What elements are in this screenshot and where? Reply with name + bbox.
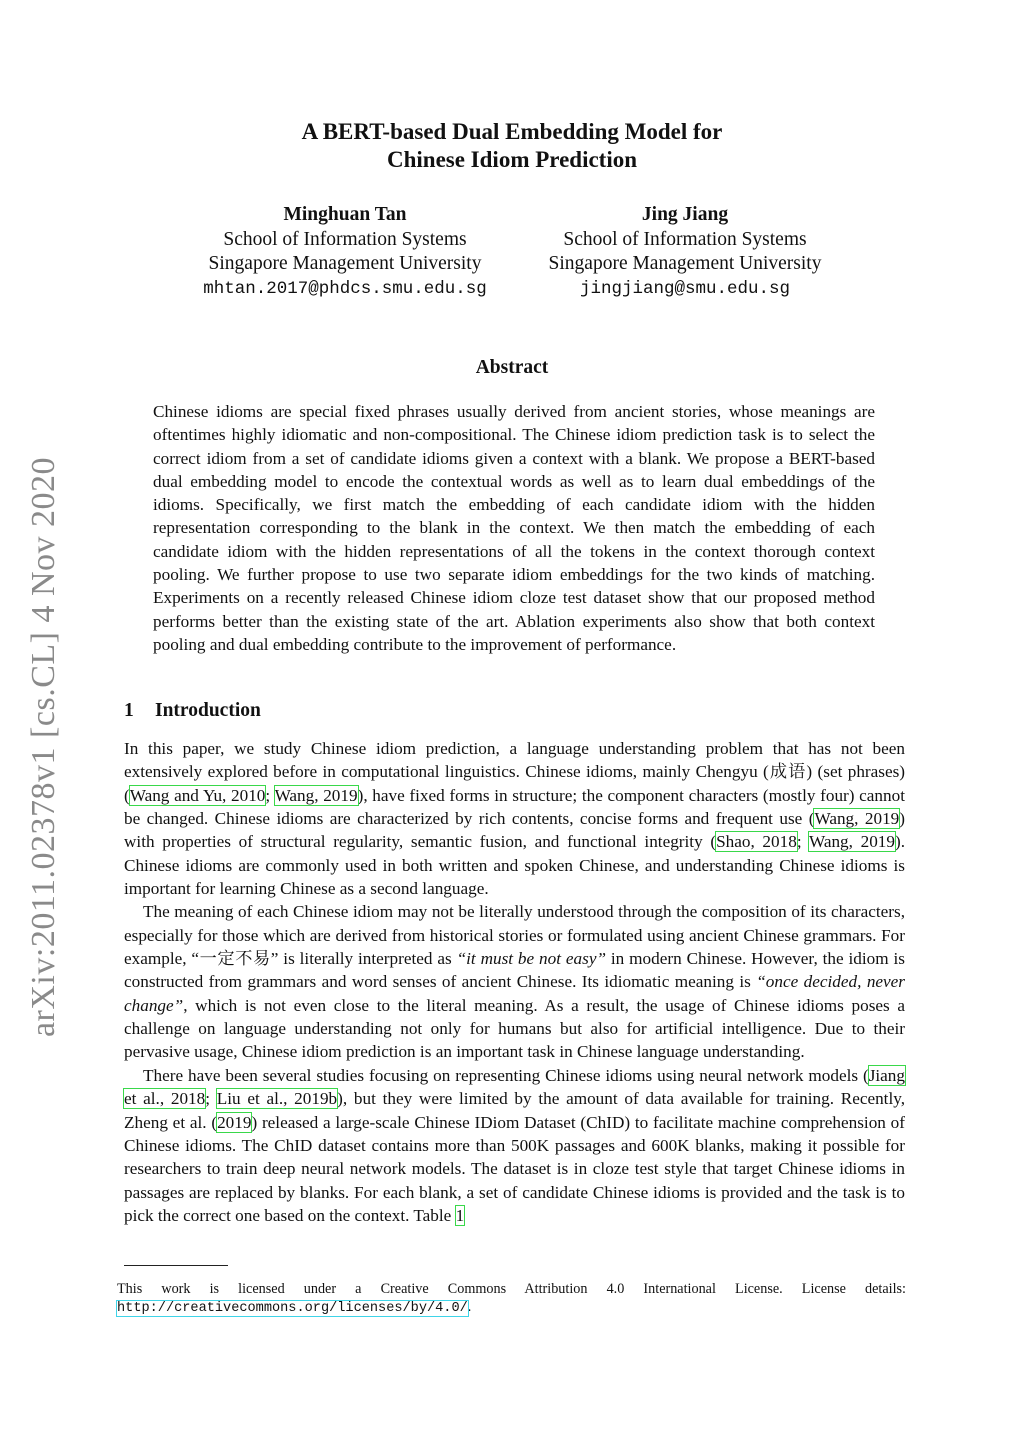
- footnote-rule: [124, 1265, 228, 1266]
- citation-link[interactable]: 2019: [217, 1112, 252, 1132]
- citation-link[interactable]: Wang, 2019: [274, 785, 358, 805]
- citation-link[interactable]: Wang and Yu, 2010: [129, 785, 266, 805]
- abstract-body: Chinese idioms are special fixed phrases usually derived from ancient stories, whose meanings are oftentimes highly idiomatic and non-compositional. The Chinese idiom prediction task is to select the correct idiom from a set of candidate idioms given a context with a blank. We propose a BERT-based dual embedding model to encode the contextual words as well as to learn dual embeddings of the idioms. Specifically, we first match the embedding of each candidate idiom with the hidden representation corresponding to the blank in the context. We then match the embedding of each candidate idiom with the hidden representations of all the tokens in the context thorough context pooling. We further propose to use two separate idiom embeddings for the two kinds of matching. Experiments on a recently released Chinese idiom cloze test dataset show that our proposed method performs better than the existing state of the art. Ablation experiments also show that both context pooling and dual embedding contribute to the improvement of performance.: [153, 402, 875, 654]
- author-affiliation: Singapore Management University: [548, 253, 822, 274]
- author-name: Jing Jiang: [641, 204, 729, 225]
- citation-link[interactable]: Shao, 2018: [716, 832, 797, 852]
- paper-title-line1: A BERT-based Dual Embedding Model for: [301, 119, 723, 144]
- section-number: 1: [124, 700, 134, 721]
- arxiv-stamp: [16, 452, 72, 1042]
- arxiv-stamp-text: arXiv:2011.02378v1 [cs.CL] 4 Nov 2020: [25, 456, 62, 1038]
- citation-link[interactable]: Wang, 2019: [814, 809, 900, 829]
- citation-link[interactable]: Liu et al., 2019b: [216, 1089, 338, 1109]
- section-heading: [124, 700, 261, 722]
- author-email[interactable]: mhtan.2017@phdcs.smu.edu.sg: [203, 278, 487, 299]
- emphasis: “once decided, never change”: [124, 972, 905, 1015]
- paragraph: The meaning of each Chinese idiom may not be literally understood through the composition of its characters, especially for those which are derived from historical stories or formulated using ancient Chinese grammars. For example, “一定不易” is literally interpreted as “it must be not easy” in modern Chinese. However, the idiom is constructed from grammars and word senses of ancient Chinese. Its idiomatic meaning is “once decided, never change”, which is not even close to the literal meaning. As a result, the usage of Chinese idioms poses a challenge on language understanding not only for humans but also for artificial intelligence. Due to their pervasive usage, Chinese idiom prediction is an important task in Chinese language understanding.: [124, 902, 905, 1062]
- footnote: This work is licensed under a Creative Commons Attribution 4.0 International License. License details: http://creativecommons.org/licenses/by/4.0/.: [117, 1281, 906, 1316]
- author-affiliation: School of Information Systems: [223, 228, 467, 250]
- citation-link[interactable]: Jiang et al., 2018: [124, 1065, 905, 1109]
- introduction-body: [124, 737, 905, 1227]
- citation-link[interactable]: Wang, 2019: [808, 832, 895, 852]
- author-block-2: [515, 203, 855, 301]
- license-url-link[interactable]: http://creativecommons.org/licenses/by/4.0/: [117, 1301, 468, 1316]
- abstract-heading: Abstract: [475, 357, 549, 378]
- author-email[interactable]: jingjiang@smu.edu.sg: [579, 278, 791, 299]
- paper-title-line2: Chinese Idiom Prediction: [386, 147, 638, 172]
- author-affiliation: Singapore Management University: [208, 253, 482, 274]
- section-title: Introduction: [155, 700, 261, 721]
- author-affiliation: School of Information Systems: [563, 228, 807, 250]
- emphasis: “it must be not easy”: [456, 949, 607, 969]
- table-reference-link[interactable]: 1: [455, 1205, 465, 1225]
- paragraph: There have been several studies focusing on representing Chinese idioms using neural network models (Jiang et al., 2018; Liu et al., 2019b), but they were limited by the amount of data available for training. Recently, Zheng et al. (2019) released a large-scale Chinese IDiom Dataset (ChID) to facilitate machine comprehension of Chinese idioms. The ChID dataset contains more than 500K passages and 600K blanks, making it possible for researchers to train deep neural network models. The dataset is in cloze test style that target Chinese idioms in passages are replaced by blanks. For each blank, a set of candidate Chinese idioms is provided and the task is to pick the correct one based on the context. Table 1: [124, 1065, 905, 1225]
- author-block-1: [175, 203, 515, 301]
- paragraph: In this paper, we study Chinese idiom prediction, a language understanding problem that has not been extensively explored before in computational linguistics. Chinese idioms, mainly Chengyu (成语) (set phrases) (Wang and Yu, 2010; Wang, 2019), have fixed forms in structure; the component characters (mostly four) cannot be changed. Chinese idioms are characterized by rich contents, concise forms and frequent use (Wang, 2019) with properties of structural regularity, semantic fusion, and functional integrity (Shao, 2018; Wang, 2019). Chinese idioms are commonly used in both written and spoken Chinese, and understanding Chinese idioms is important for learning Chinese as a second language.: [124, 739, 906, 899]
- author-name: Minghuan Tan: [283, 204, 407, 225]
